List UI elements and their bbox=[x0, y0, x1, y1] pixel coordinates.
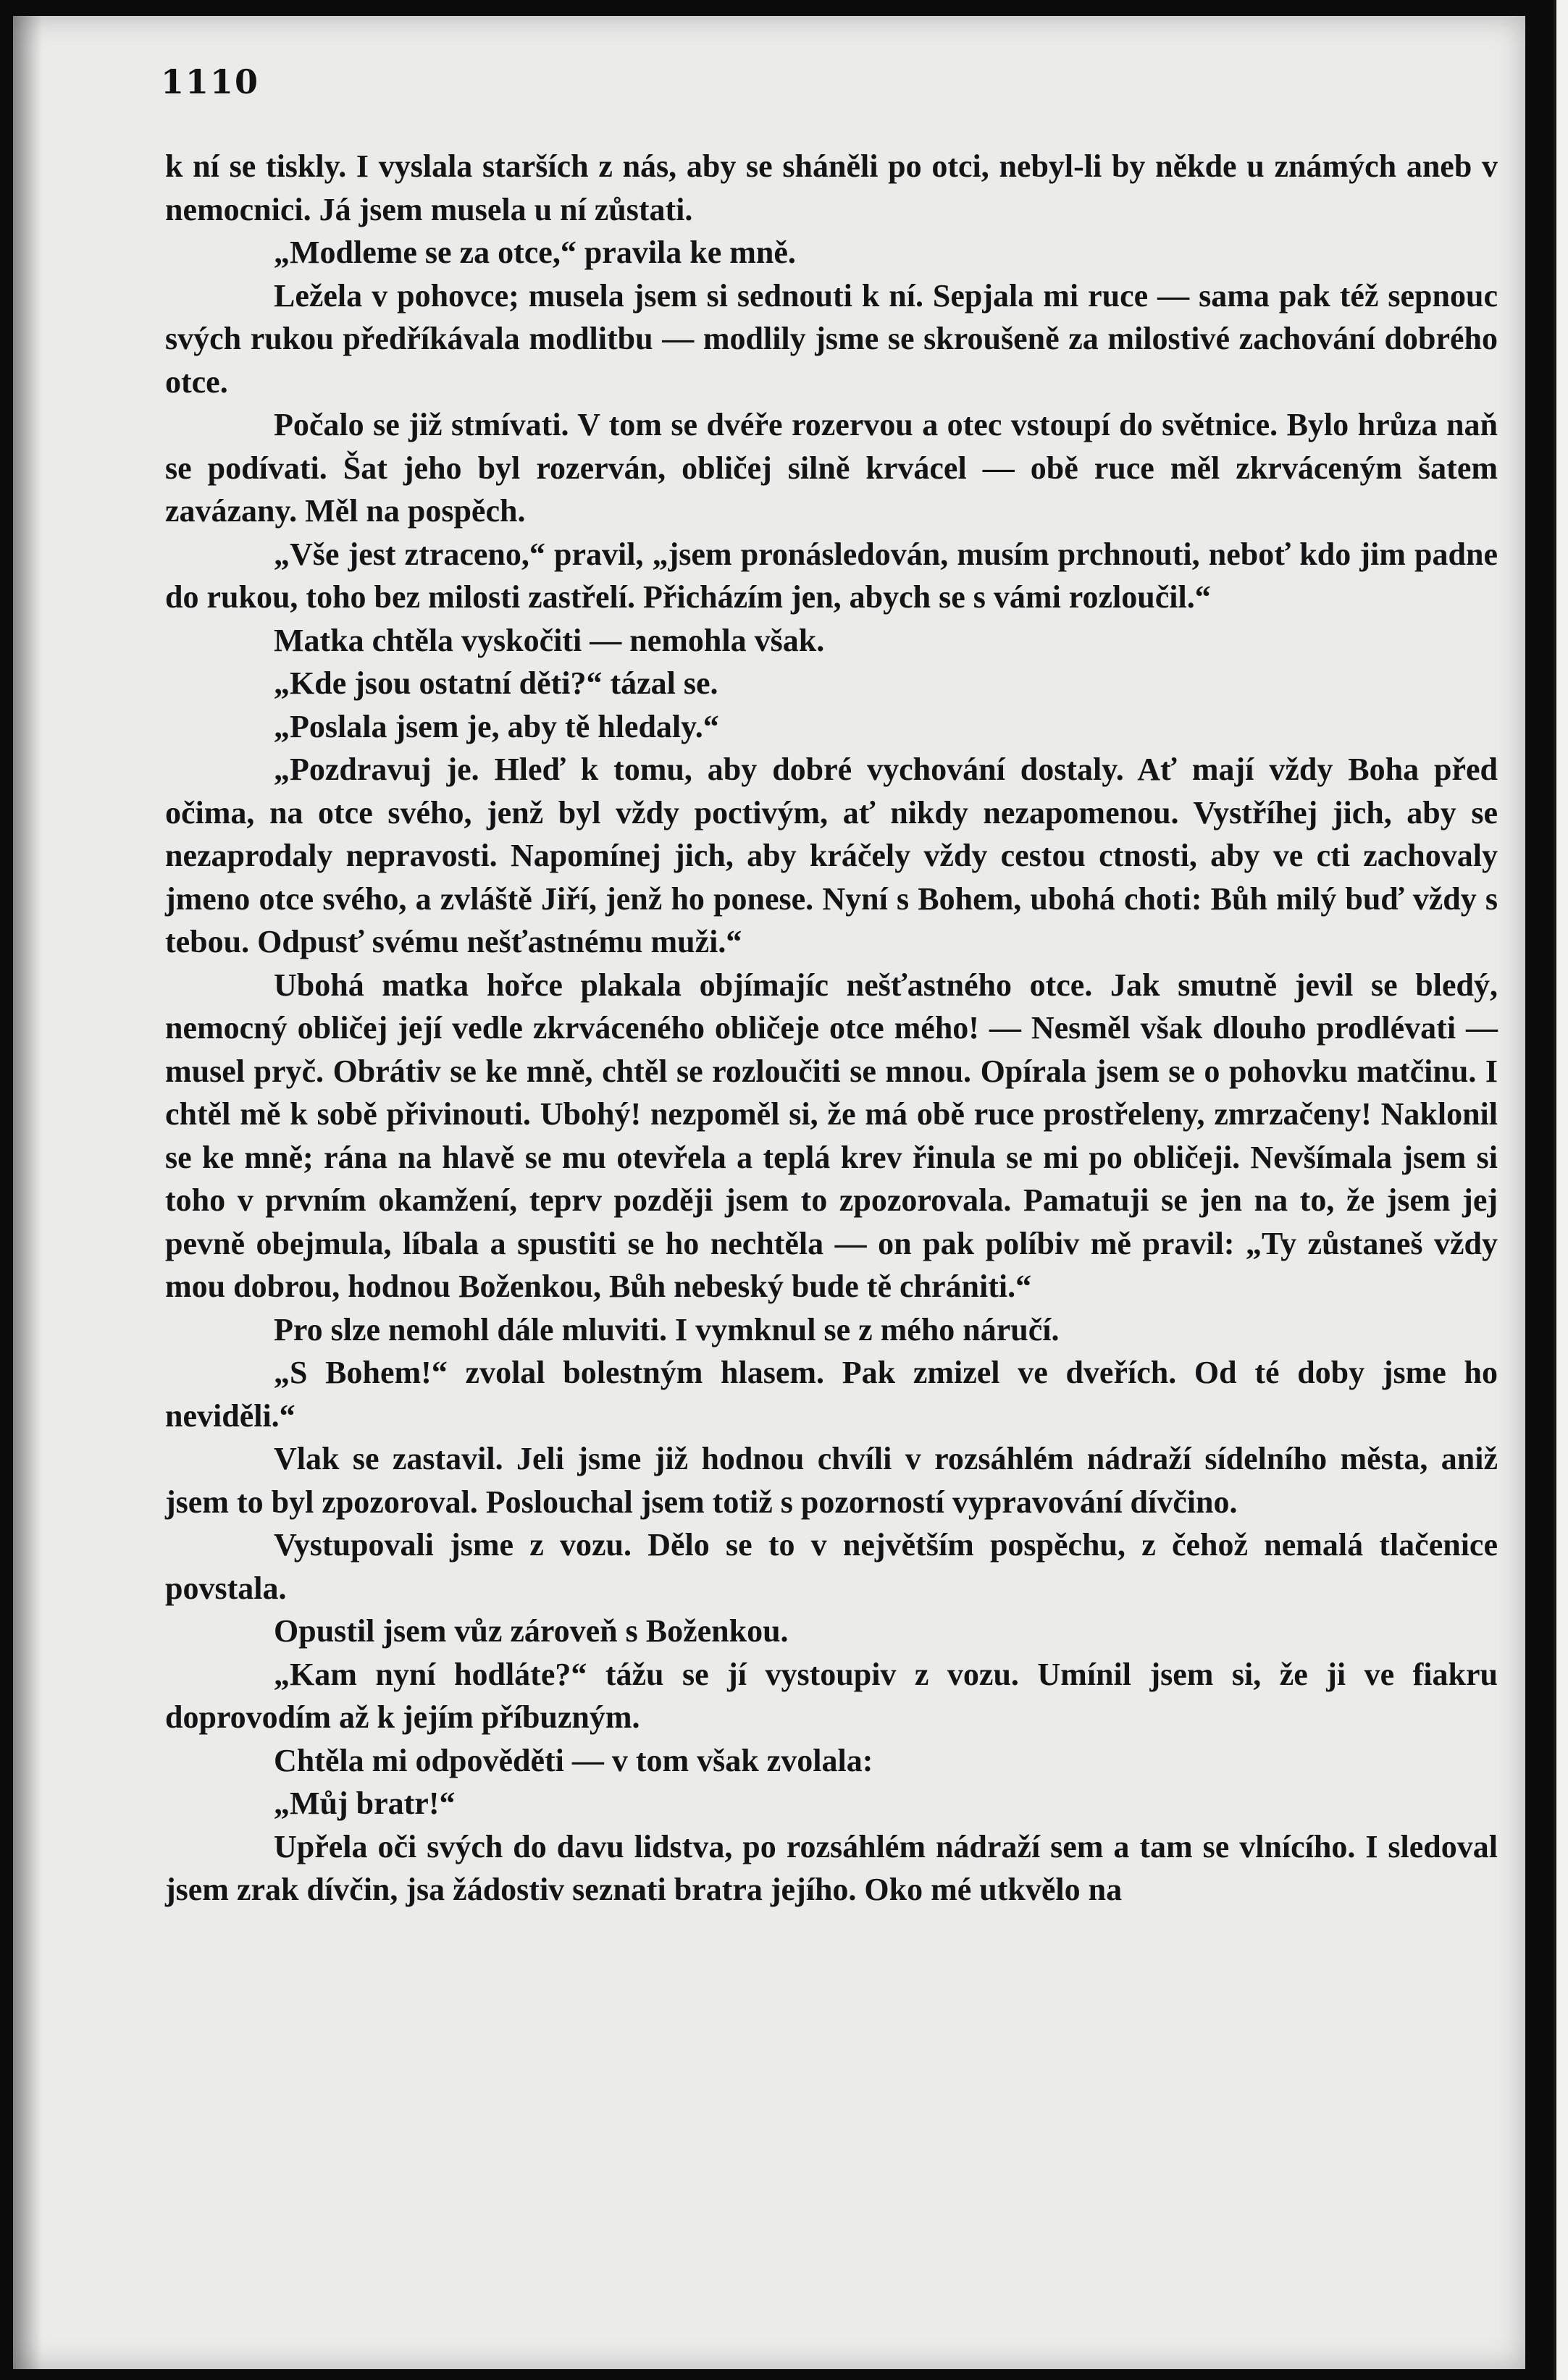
paragraph-18: „Můj bratr!“ bbox=[274, 1786, 456, 1821]
body-text bbox=[165, 145, 1498, 1912]
paragraph-3: Ležela v pohovce; musela jsem si sednouti k ní. Sepjala mi ruce — sama pak též sepnouc svých rukou předříkávala modlitbu — modlily jsme se skroušeně za milostivé zachování dobrého otce. bbox=[165, 277, 1498, 400]
paragraph-13: Vlak se zastavil. Jeli jsme již hodnou chvíli v rozsáhlém nádraží sídelního města, aniž jsem to byl zpozoroval. Poslouchal jsem totiž s pozorností vypravování dívčino. bbox=[165, 1441, 1498, 1520]
paragraph-1: k ní se tiskly. I vyslala starších z nás, aby se sháněli po otci, nebyl-li by někde u známých aneb v nemocnici. Já jsem musela u ní zůstati. bbox=[165, 148, 1498, 227]
paragraph-4: Počalo se již stmívati. V tom se dvéře rozervou a otec vstoupí do světnice. Bylo hrůza naň se podívati. Šat jeho byl rozerván, obličej silně krvácel — obě ruce měl zkrváceným šatem zavázany. Měl na pospěch. bbox=[165, 407, 1498, 529]
gutter-shadow bbox=[13, 16, 42, 2369]
paragraph-17: Chtěla mi odpověděti — v tom však zvolala: bbox=[274, 1742, 873, 1778]
paragraph-9: „Pozdravuj je. Hleď k tomu, aby dobré vychování dostaly. Ať mají vždy Boha před očima, na otce svého, jenž byl vždy poctivým, ať nikdy nezapomenou. Vystříhej jich, aby se nezaprodaly nepravosti. Napomínej jich, aby kráčely vždy cestou ctnosti, aby ve cti zachovaly jmeno otce svého, a zvláště Jiří, jenž ho ponese. Nyní s Bohem, ubohá choti: Bůh milý buď vždy s tebou. Odpusť svému nešťastnému muži.“ bbox=[165, 752, 1498, 959]
paragraph-16: „Kam nyní hodláte?“ tážu se jí vystoupiv z vozu. Umínil jsem si, že ji ve fiakru doprovodím až k jejím příbuzným. bbox=[165, 1656, 1498, 1735]
paragraph-8: „Poslala jsem je, aby tě hledaly.“ bbox=[274, 708, 719, 744]
page-edge bbox=[1554, 0, 1568, 2380]
paragraph-2: „Modleme se za otce,“ pravila ke mně. bbox=[274, 235, 796, 270]
paragraph-11: Pro slze nemohl dále mluviti. I vymknul se z mého náručí. bbox=[274, 1311, 1060, 1347]
page-number: 1110 bbox=[161, 62, 260, 101]
paragraph-19: Upřela oči svých do davu lidstva, po rozsáhlém nádraží sem a tam se vlnícího. I sledoval jsem zrak dívčin, jsa žádostiv seznati bratra jejího. Oko mé utkvělo na bbox=[165, 1828, 1498, 1907]
paragraph-6: Matka chtěla vyskočiti — nemohla však. bbox=[274, 622, 825, 658]
paragraph-12: „S Bohem!“ zvolal bolestným hlasem. Pak zmizel ve dveřích. Od té doby jsme ho neviděli.“ bbox=[165, 1355, 1498, 1434]
paragraph-10: Ubohá matka hořce plakala objímajíc nešťastného otce. Jak smutně jevil se bledý, nemocný obličej její vedle zkrváceného obličeje otce mého! — Nesměl však dlouho prodlévati — musel pryč. Obrátiv se ke mně, chtěl se rozloučiti se mnou. Opírala jsem se o pohovku matčinu. I chtěl mě k sobě přivinouti. Ubohý! nezpoměl si, že má obě ruce prostřeleny, zmrzačeny! Naklonil se ke mně; rána na hlavě se mu otevřela a teplá krev řinula se mi po obličeji. Nevšímala jsem si toho v prvním okamžení, teprv později jsem to zpozorovala. Pamatuji se jen na to, že jsem jej pevně obejmula, líbala a spustiti se ho nechtěla — on pak políbiv mě pravil: „Ty zůstaneš vždy mou dobrou, hodnou Boženkou, Bůh nebeský bude tě chrániti.“ bbox=[165, 967, 1498, 1304]
paragraph-14: Vystupovali jsme z vozu. Dělo se to v největším pospěchu, z čehož nemalá tlačenice povstala. bbox=[165, 1527, 1498, 1606]
paragraph-7: „Kde jsou ostatní děti?“ tázal se. bbox=[274, 665, 718, 701]
paragraph-15: Opustil jsem vůz zároveň s Boženkou. bbox=[274, 1613, 789, 1649]
paragraph-5: „Vše jest ztraceno,“ pravil, „jsem pronásledován, musím prchnouti, neboť kdo jim padne do rukou, toho bez milosti zastřelí. Přicházím jen, abych se s vámi rozloučil.“ bbox=[165, 536, 1498, 615]
